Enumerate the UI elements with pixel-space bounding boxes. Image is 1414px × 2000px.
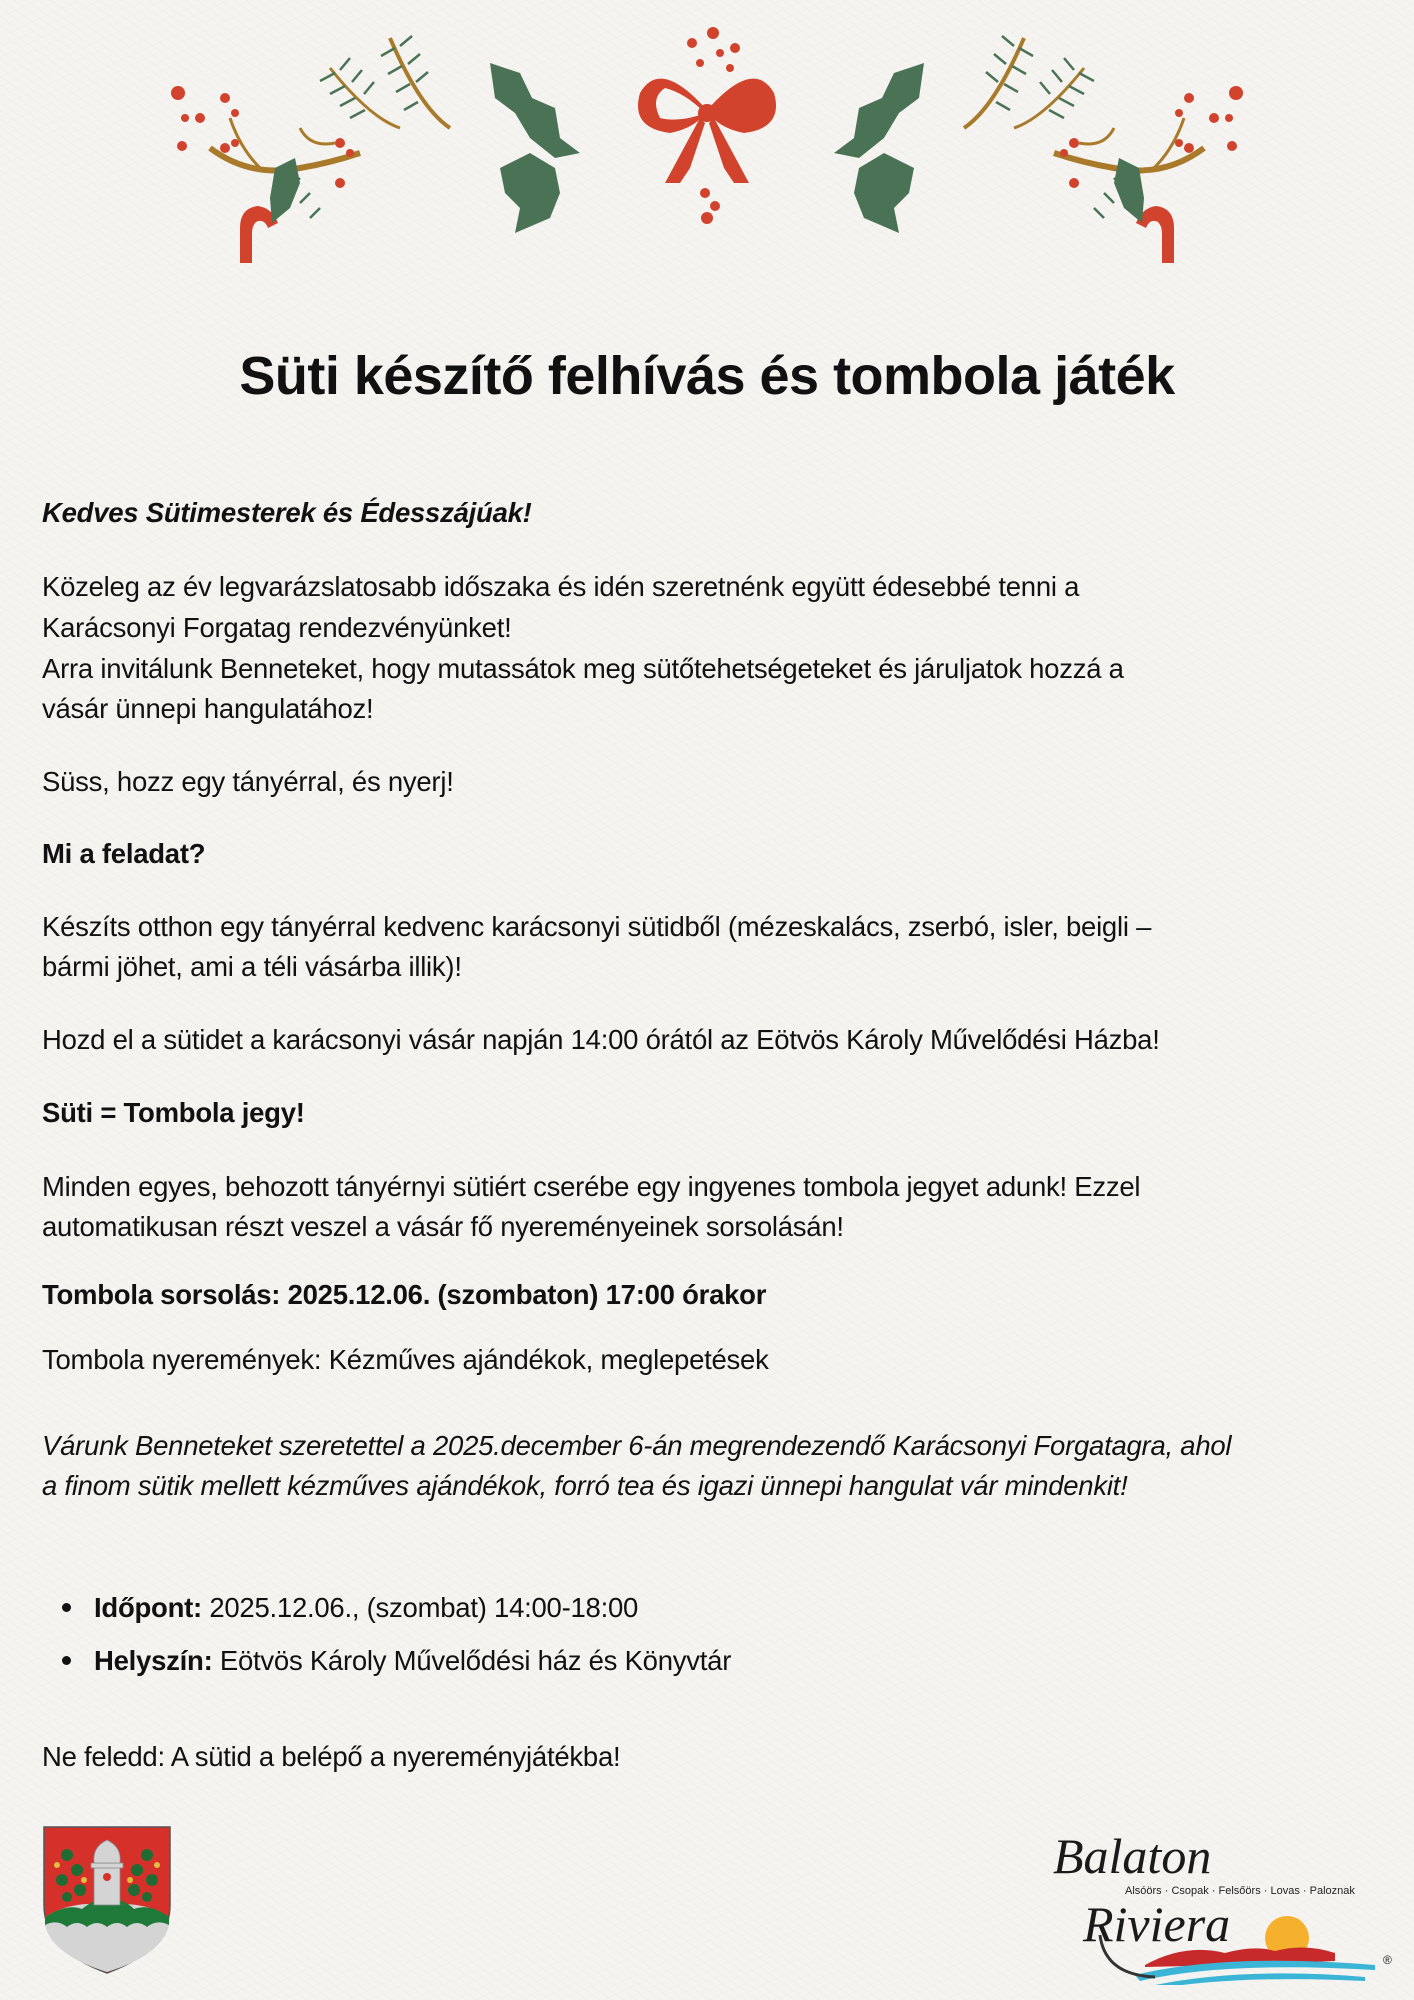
prizes-line: Tombola nyeremények: Kézműves ajándékok, meglepetések	[42, 1344, 769, 1375]
invite-line: Várunk Benneteket szeretettel a 2025.december 6-án megrendezendő Karácsonyi Forgatagra, ahol	[42, 1430, 1232, 1461]
logo-line2: Riviera	[1083, 1896, 1231, 1952]
task-line: bármi jöhet, ami a téli vásárba illik)!	[42, 951, 462, 982]
intro-line: Közeleg az év legvarázslatosabb időszaka és idén szeretnénk együtt édesebbé tenni a	[42, 571, 1080, 602]
registered-mark: ®	[1383, 1953, 1392, 1967]
bullet-icon	[62, 1603, 71, 1612]
ticket-line: automatikusan részt veszel a vásár fő nyereményeinek sorsolásán!	[42, 1211, 844, 1242]
task-heading: Mi a feladat?	[42, 838, 206, 869]
draw-line: Tombola sorsolás: 2025.12.06. (szombaton) 17:00 órakor	[42, 1279, 767, 1310]
detail-label: Időpont:	[94, 1592, 202, 1623]
holly-garland-decoration	[160, 18, 1254, 268]
detail-item-time	[42, 1592, 731, 1645]
coat-of-arms-logo	[42, 1825, 172, 1975]
ticket-heading: Süti = Tombola jegy!	[42, 1097, 305, 1128]
intro-line: Karácsonyi Forgatag rendezvényünket!	[42, 612, 512, 643]
detail-value: Eötvös Károly Művelődési ház és Könyvtár	[212, 1645, 732, 1676]
detail-value: 2025.12.06., (szombat) 14:00-18:00	[201, 1592, 639, 1623]
event-details-list	[42, 1592, 731, 1698]
page-title: Süti készítő felhívás és tombola játék	[239, 346, 1175, 406]
bullet-icon	[62, 1656, 71, 1665]
intro-line: Arra invitálunk Benneteket, hogy mutassátok meg sütőtehetségeteket és járuljatok hozzá a	[42, 653, 1124, 684]
greeting: Kedves Sütimesterek és Édesszájúak!	[42, 497, 532, 528]
bring-line: Hozd el a sütidet a karácsonyi vásár napján 14:00 órától az Eötvös Károly Művelődési Házba!	[42, 1024, 1160, 1055]
logo-villages: Alsóörs · Csopak · Felsőörs · Lovas · Paloznak	[1125, 1885, 1355, 1897]
balaton-riviera-logo	[1045, 1825, 1405, 1985]
detail-item-location	[42, 1645, 731, 1698]
logo-line1: Balaton	[1053, 1828, 1212, 1884]
reminder: Ne feledd: A sütid a belépő a nyereményjátékba!	[42, 1741, 621, 1772]
detail-label: Helyszín:	[94, 1645, 213, 1676]
invite-line: a finom sütik mellett kézműves ajándékok, forró tea és igazi ünnepi hangulat vár mindenkit!	[42, 1470, 1128, 1501]
ticket-line: Minden egyes, behozott tányérnyi sütiért cserébe egy ingyenes tombola jegyet adunk! Ezzel	[42, 1171, 1141, 1202]
slogan: Süss, hozz egy tányérral, és nyerj!	[42, 766, 454, 797]
intro-line: vásár ünnepi hangulatához!	[42, 693, 374, 724]
task-line: Készíts otthon egy tányérral kedvenc karácsonyi sütidből (mézeskalács, zserbó, isler, beigli –	[42, 911, 1152, 942]
